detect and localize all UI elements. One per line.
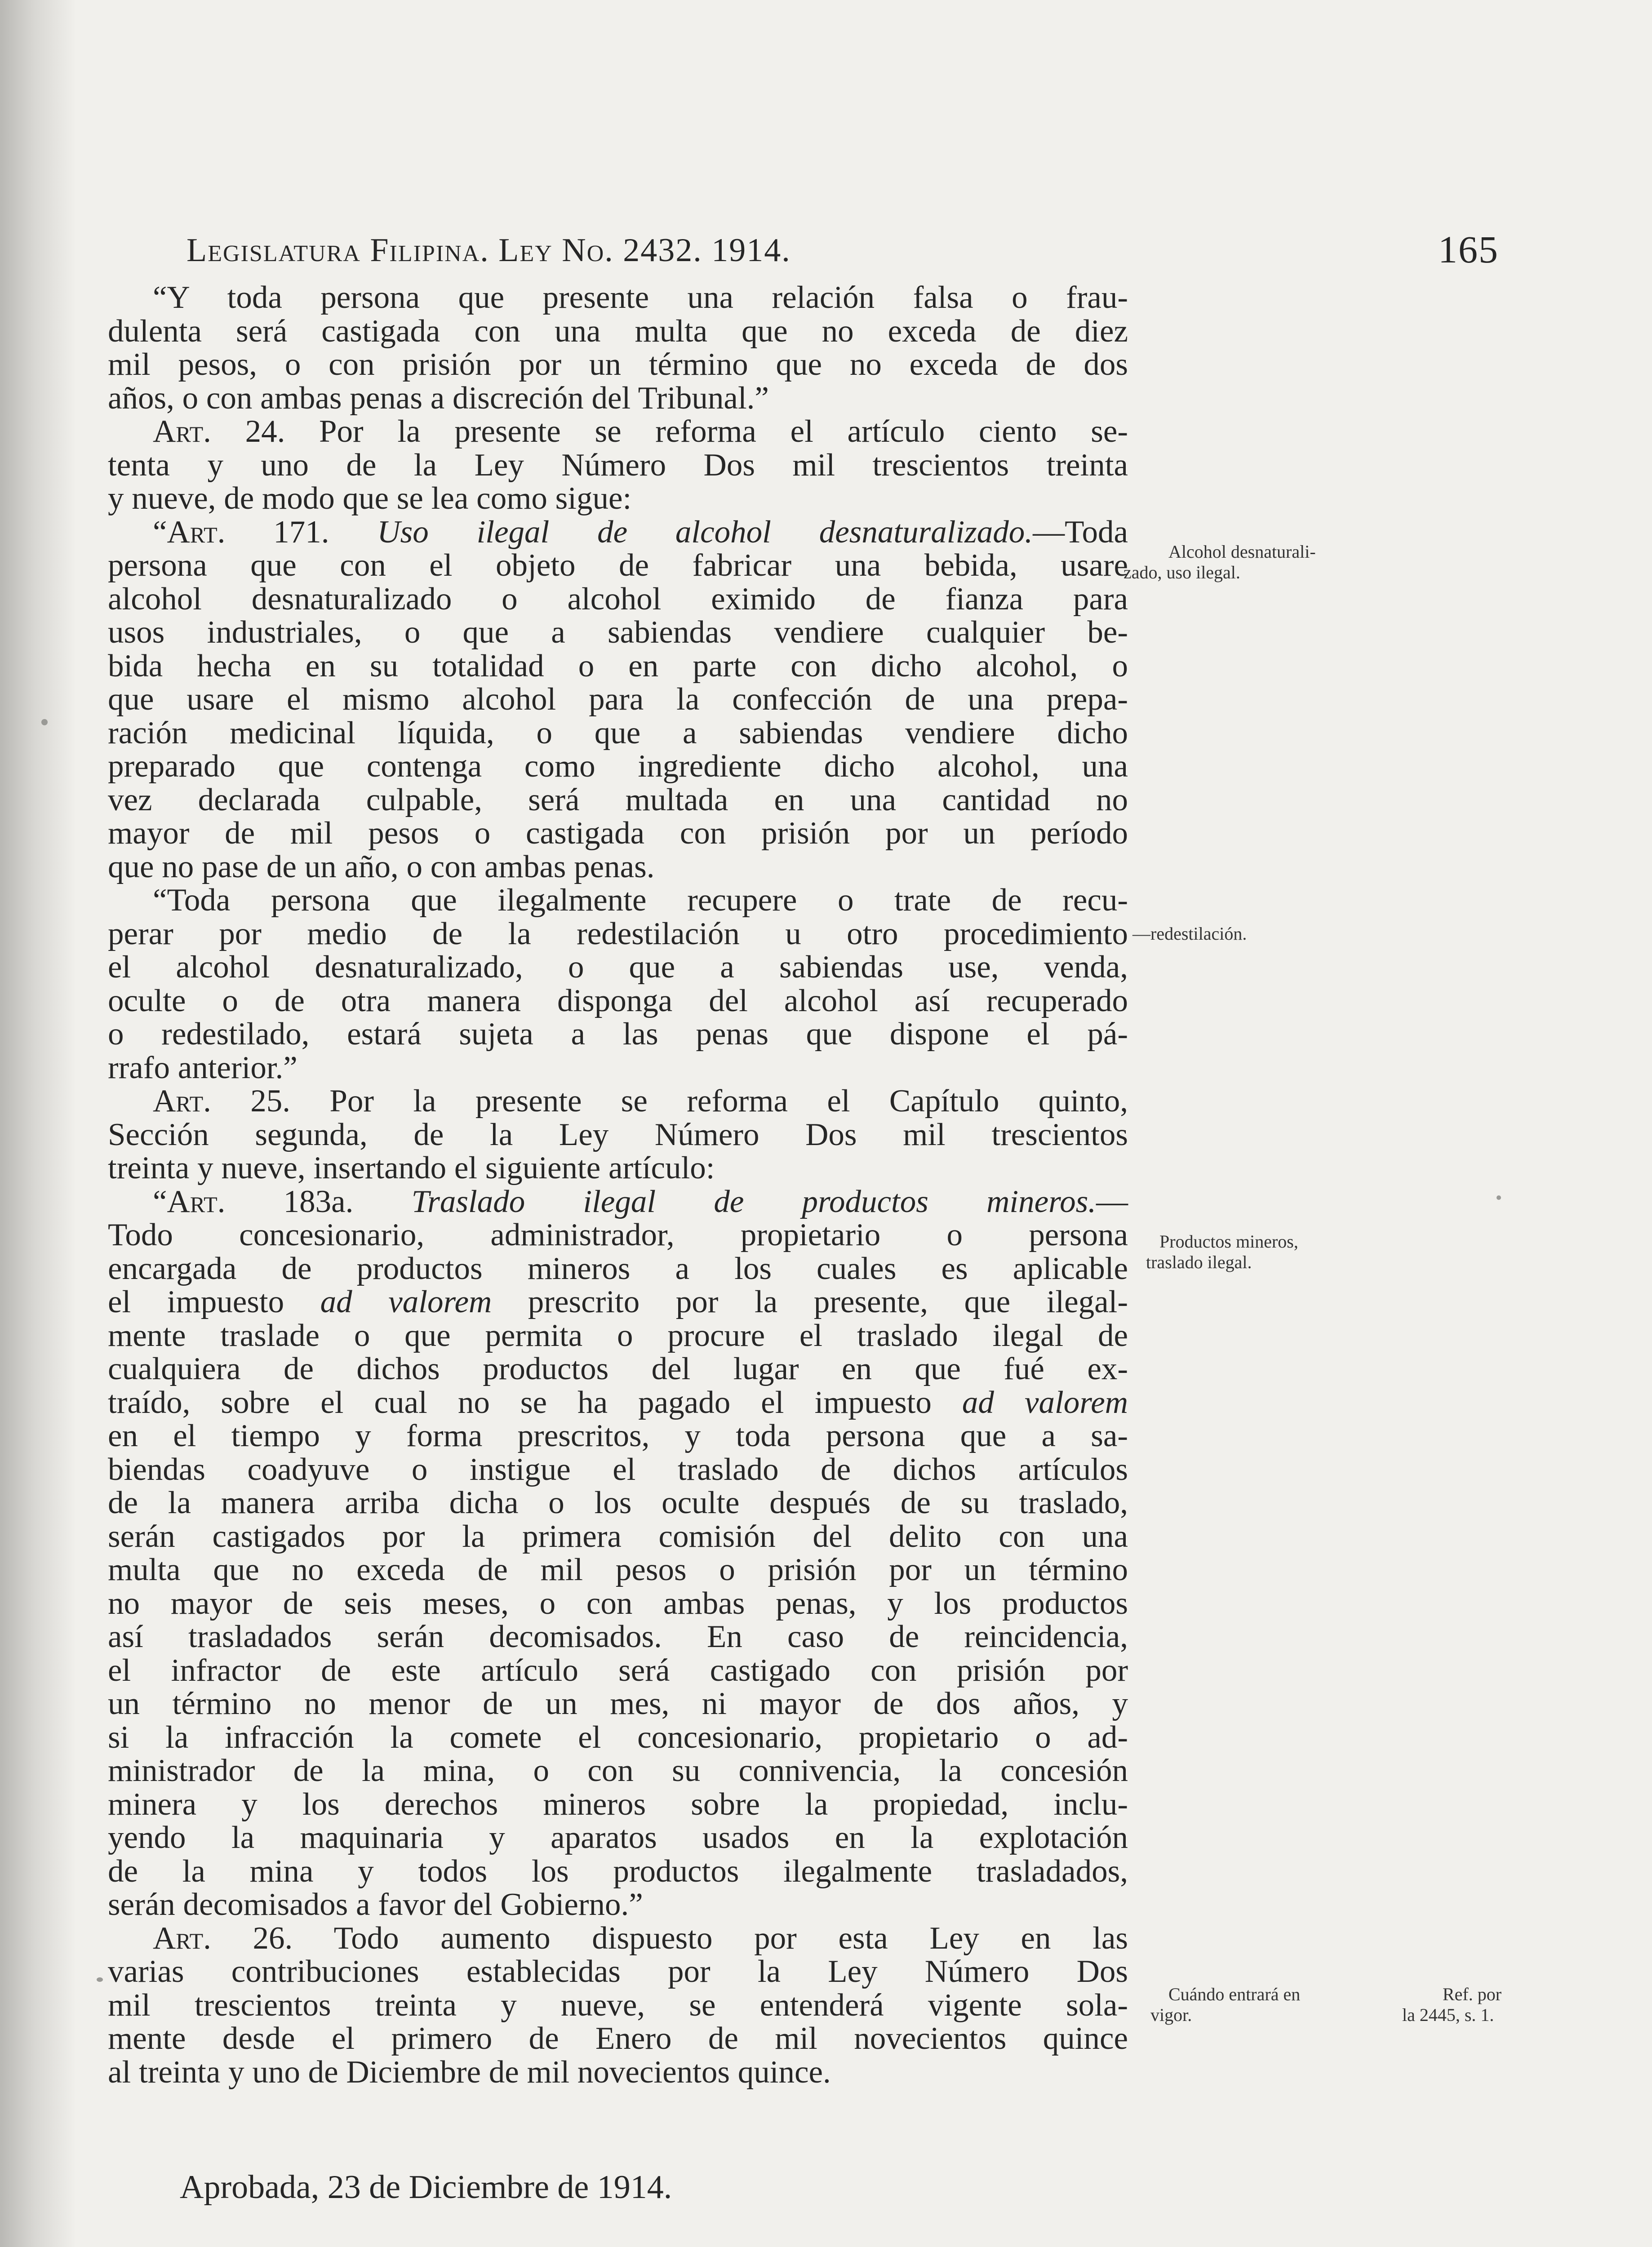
margin-note-line: traslado ilegal. bbox=[1146, 1252, 1252, 1272]
text-line bbox=[108, 917, 1128, 951]
text-run: el alcohol desnaturalizado, o que a sabiendas use, venda, bbox=[108, 950, 1128, 985]
text-run: yendo la maquinaria y aparatos usados en la explotación bbox=[108, 1820, 1128, 1855]
article-label: Art. bbox=[167, 514, 226, 550]
text-run: “Toda persona que ilegalmente recupere o trate de recu- bbox=[153, 883, 1128, 918]
text-line bbox=[108, 1620, 1128, 1654]
text-line bbox=[108, 1587, 1128, 1621]
text-run: que no pase de un año, o con ambas penas. bbox=[108, 849, 655, 884]
text-line bbox=[108, 1218, 1128, 1252]
text-line bbox=[108, 1017, 1128, 1051]
text-line bbox=[108, 1419, 1128, 1453]
text-line bbox=[108, 1687, 1128, 1721]
text-line bbox=[108, 1319, 1128, 1353]
text-run: así trasladados serán decomisados. En caso de reincidencia, bbox=[108, 1619, 1128, 1654]
italic-text: Traslado ilegal de productos mineros. bbox=[411, 1184, 1097, 1219]
article-label: Art. bbox=[153, 1084, 211, 1119]
text-run: prescrito por la presente, que ilegal- bbox=[492, 1284, 1128, 1319]
text-run: ministrador de la mina, o con su connivencia, la concesión bbox=[108, 1753, 1128, 1788]
text-line bbox=[108, 281, 1128, 315]
text-line bbox=[108, 2022, 1128, 2056]
text-line bbox=[108, 315, 1128, 348]
italic-text: ad valorem bbox=[320, 1284, 492, 1319]
text-line bbox=[108, 950, 1128, 984]
margin-note-line: Productos mineros, bbox=[1159, 1231, 1298, 1252]
margin-note-line: la 2445, s. 1. bbox=[1402, 2005, 1494, 2025]
text-run: usos industriales, o que a sabiendas vendiere cualquier be- bbox=[108, 615, 1128, 650]
text-run: o redestilado, estará sujeta a las penas que dispone el pá- bbox=[108, 1017, 1128, 1052]
margin-note-line: Alcohol desnaturali- bbox=[1168, 542, 1316, 562]
text-run: rrafo anterior.” bbox=[108, 1050, 298, 1085]
paper-speck bbox=[41, 719, 48, 725]
text-line bbox=[108, 1788, 1128, 1821]
text-run: varias contribuciones establecidas por la Ley Número Dos bbox=[108, 1954, 1128, 1989]
page-header bbox=[187, 227, 1499, 276]
text-line bbox=[108, 984, 1128, 1018]
text-run: 25. Por la presente se reforma el Capítulo quinto, bbox=[211, 1084, 1128, 1119]
italic-text: ad valorem bbox=[962, 1385, 1128, 1420]
text-run: no mayor de seis meses, o con ambas penas, y los productos bbox=[108, 1585, 1128, 1621]
text-run: “Y toda persona que presente una relación falsa o frau- bbox=[153, 280, 1128, 315]
margin-note-line: vigor. bbox=[1150, 2005, 1192, 2025]
text-line bbox=[108, 1151, 1128, 1185]
text-run: tenta y uno de la Ley Número Dos mil trescientos treinta bbox=[108, 447, 1128, 483]
text-run: minera y los derechos mineros sobre la propiedad, inclu- bbox=[108, 1786, 1128, 1822]
text-run: el impuesto bbox=[108, 1284, 320, 1319]
text-line bbox=[108, 850, 1128, 884]
text-run: encargada de productos mineros a los cuales es aplicable bbox=[108, 1251, 1128, 1286]
text-line bbox=[108, 616, 1128, 649]
text-run: — bbox=[1096, 1184, 1128, 1219]
text-line bbox=[108, 415, 1128, 449]
text-run: cualquiera de dichos productos del lugar en que fué ex- bbox=[108, 1351, 1128, 1386]
text-line bbox=[108, 1888, 1128, 1922]
text-line bbox=[108, 348, 1128, 382]
text-run: un término no menor de un mes, ni mayor de dos años, y bbox=[108, 1686, 1128, 1721]
text-line bbox=[108, 884, 1128, 917]
text-run: al treinta y uno de Diciembre de mil novecientos quince. bbox=[108, 2054, 831, 2090]
text-run: oculte o de otra manera disponga del alcohol así recuperado bbox=[108, 983, 1128, 1018]
text-line bbox=[108, 649, 1128, 683]
text-run: 183a. bbox=[225, 1184, 412, 1219]
text-line bbox=[108, 515, 1128, 549]
italic-text: Uso ilegal de alcohol desnaturalizado. bbox=[377, 514, 1033, 550]
text-run: mil pesos, o con prisión por un término que no exceda de dos bbox=[108, 347, 1128, 382]
article-label: Art. bbox=[153, 1920, 211, 1956]
text-line bbox=[108, 783, 1128, 817]
text-run: de la manera arriba dicha o los oculte después de su traslado, bbox=[108, 1485, 1128, 1520]
margin-note-reference bbox=[1402, 1984, 1501, 2025]
margin-note-line: Cuándo entrará en bbox=[1168, 1984, 1301, 2004]
text-run: —Toda bbox=[1033, 514, 1128, 550]
text-run: 171. bbox=[225, 514, 377, 550]
text-run: 24. Por la presente se reforma el artículo ciento se- bbox=[211, 414, 1128, 449]
text-run: mayor de mil pesos o castigada con prisión por un período bbox=[108, 816, 1128, 851]
text-run: si la infracción la comete el concesionario, propietario o ad- bbox=[108, 1719, 1128, 1755]
text-run: mil trescientos treinta y nueve, se entenderá vigente sola- bbox=[108, 1987, 1128, 2023]
text-run: serán castigados por la primera comisión del delito con una bbox=[108, 1519, 1128, 1554]
text-line bbox=[108, 382, 1128, 415]
text-line bbox=[108, 2056, 1128, 2089]
text-line bbox=[108, 1553, 1128, 1587]
text-line bbox=[108, 1185, 1128, 1219]
text-run: mente traslade o que permita o procure el traslado ilegal de bbox=[108, 1318, 1128, 1353]
page-edge-shadow bbox=[0, 0, 76, 2247]
text-line bbox=[108, 482, 1128, 515]
text-run: Todo concesionario, administrador, propietario o persona bbox=[108, 1217, 1128, 1252]
text-run: el infractor de este artículo será castigado con prisión por bbox=[108, 1652, 1128, 1688]
text-line bbox=[108, 1453, 1128, 1487]
text-line bbox=[108, 1922, 1128, 1955]
text-line bbox=[108, 1084, 1128, 1118]
article-label: Art. bbox=[167, 1184, 226, 1219]
body-text bbox=[108, 281, 1128, 2089]
text-line bbox=[108, 1654, 1128, 1687]
text-line bbox=[108, 1855, 1128, 1888]
margin-note-line: zado, uso ilegal. bbox=[1124, 562, 1240, 582]
text-line bbox=[108, 1520, 1128, 1554]
text-run: años, o con ambas penas a discreción del Tribunal.” bbox=[108, 380, 769, 416]
text-line bbox=[108, 449, 1128, 482]
text-run: dulenta será castigada con una multa que no exceda de diez bbox=[108, 313, 1128, 349]
text-line bbox=[108, 1955, 1128, 1989]
text-run: perar por medio de la redestilación u otro procedimiento bbox=[108, 916, 1128, 951]
text-line bbox=[108, 1386, 1128, 1420]
text-line bbox=[108, 683, 1128, 716]
margin-note-redestilacion: —redestilación. bbox=[1132, 924, 1247, 944]
text-run: treinta y nueve, insertando el siguiente artículo: bbox=[108, 1150, 715, 1186]
text-line bbox=[108, 549, 1128, 582]
text-run: “ bbox=[153, 514, 167, 550]
text-run: serán decomisados a favor del Gobierno.” bbox=[108, 1887, 643, 1922]
text-line bbox=[108, 750, 1128, 783]
margin-note-productos bbox=[1146, 1231, 1298, 1273]
text-run: ración medicinal líquida, o que a sabiendas vendiere dicho bbox=[108, 715, 1128, 750]
running-head: Legislatura Filipina. Ley No. 2432. 1914. bbox=[187, 232, 791, 269]
text-line bbox=[108, 1285, 1128, 1319]
text-line bbox=[108, 1721, 1128, 1754]
text-run: traído, sobre el cual no se ha pagado el impuesto bbox=[108, 1385, 962, 1420]
text-line bbox=[108, 1754, 1128, 1788]
margin-note-line: Ref. por bbox=[1443, 1984, 1502, 2004]
text-line bbox=[108, 1821, 1128, 1855]
text-line bbox=[108, 1252, 1128, 1286]
text-run: multa que no exceda de mil pesos o prisión por un término bbox=[108, 1552, 1128, 1587]
text-line bbox=[108, 716, 1128, 750]
text-run: en el tiempo y forma prescritos, y toda persona que a sa- bbox=[108, 1418, 1128, 1453]
text-line bbox=[108, 1051, 1128, 1085]
text-run: bida hecha en su totalidad o en parte con dicho alcohol, o bbox=[108, 648, 1128, 684]
text-run: mente desde el primero de Enero de mil novecientos quince bbox=[108, 2021, 1128, 2056]
text-run: vez declarada culpable, será multada en una cantidad no bbox=[108, 782, 1128, 817]
text-run: que usare el mismo alcohol para la confección de una prepa- bbox=[108, 682, 1128, 717]
margin-note-vigor bbox=[1150, 1984, 1301, 2025]
text-run: “ bbox=[153, 1184, 167, 1219]
text-line bbox=[108, 1118, 1128, 1152]
text-run: biendas coadyuve o instigue el traslado de dichos artículos bbox=[108, 1452, 1128, 1487]
paper-speck bbox=[97, 1977, 103, 1982]
text-run: alcohol desnaturalizado o alcohol eximido de fianza para bbox=[108, 581, 1128, 617]
paper-speck bbox=[1497, 1195, 1501, 1200]
margin-note-alcohol bbox=[1124, 542, 1316, 583]
text-line bbox=[108, 1989, 1128, 2022]
text-run: de la mina y todos los productos ilegalmente trasladados, bbox=[108, 1853, 1128, 1889]
article-label: Art. bbox=[153, 414, 211, 449]
page-number: 165 bbox=[1438, 228, 1499, 271]
text-run: 26. Todo aumento dispuesto por esta Ley en las bbox=[211, 1920, 1128, 1956]
text-run: persona que con el objeto de fabricar una bebida, usare bbox=[108, 548, 1128, 583]
text-line bbox=[108, 1486, 1128, 1520]
approval-date: Aprobada, 23 de Diciembre de 1914. bbox=[180, 2169, 672, 2206]
text-run: Sección segunda, de la Ley Número Dos mil trescientos bbox=[108, 1117, 1128, 1152]
text-run: y nueve, de modo que se lea como sigue: bbox=[108, 481, 632, 516]
text-run: preparado que contenga como ingrediente dicho alcohol, una bbox=[108, 749, 1128, 784]
text-line bbox=[108, 582, 1128, 616]
text-line bbox=[108, 1352, 1128, 1386]
text-line bbox=[108, 817, 1128, 850]
